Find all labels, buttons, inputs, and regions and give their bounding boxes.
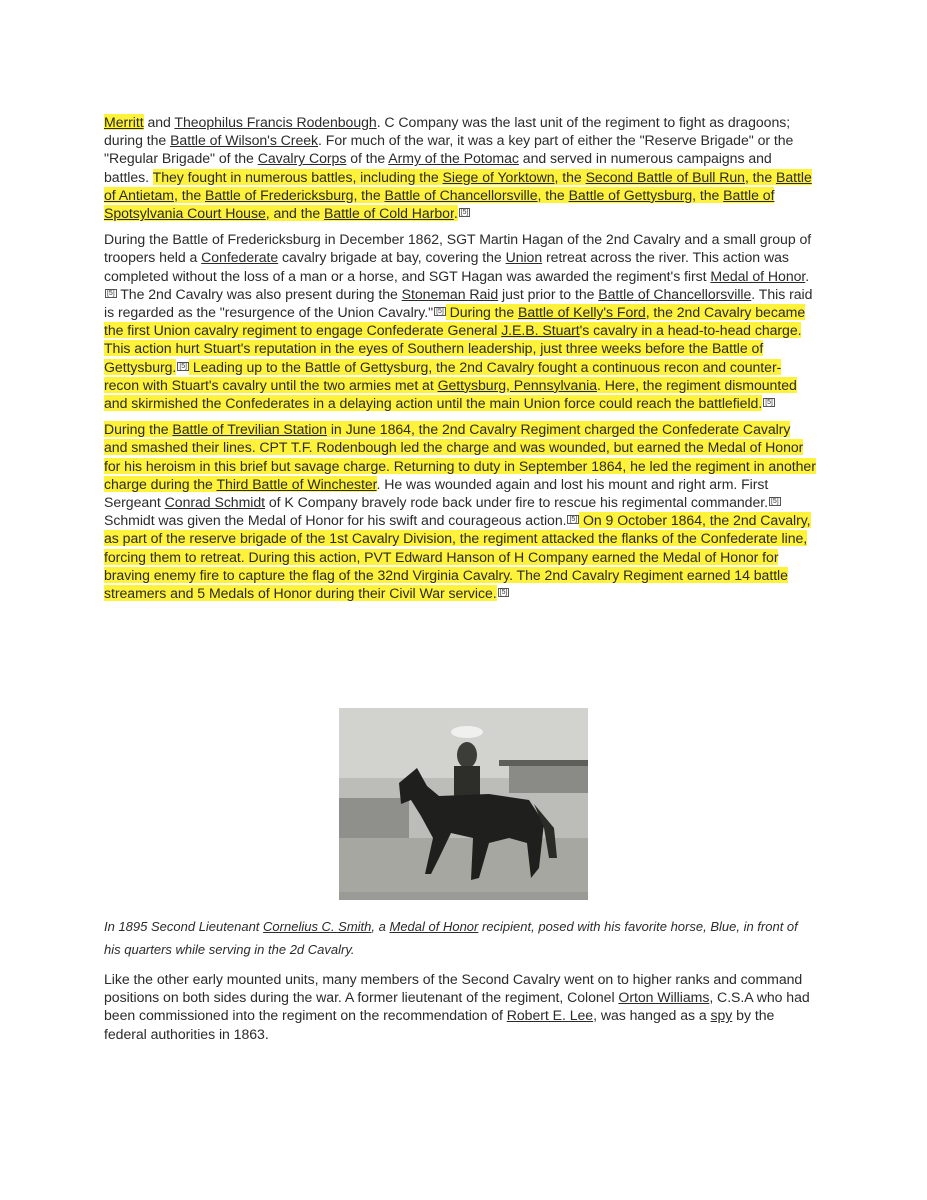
hyperlink[interactable]: Cavalry Corps bbox=[257, 150, 347, 167]
text-run: They fought in numerous battles, including the bbox=[152, 168, 443, 185]
hyperlink[interactable]: Merritt bbox=[104, 114, 144, 130]
hyperlink[interactable]: Siege of Yorktown bbox=[442, 168, 555, 185]
text-run: On 9 October 1864, the 2nd Cavalry, as part of the reserve brigade of the 1st Cavalry Division, the regiment attacked the flanks of the Confederate line, forcing them to retreat. During this action, PVT Edward Hanson of H Company earned the Medal of Honor for braving enemy fire to capture the flag of the 32nd Virginia Cavalry. The 2nd Cavalry Regiment earned 14 battle streamers and 5 Medals of Honor during their Civil War service. bbox=[104, 512, 811, 602]
hyperlink[interactable]: Battle of Antietam bbox=[104, 168, 812, 203]
text-run: . For much of the war, it was a key part of either the "Reserve Brigade" or the "Regular Brigade" of the bbox=[104, 132, 794, 167]
text-run: , a bbox=[371, 919, 390, 934]
text-run: of the bbox=[346, 150, 389, 167]
text-run: 's cavalry in a head-to-head charge. This action hurt Stuart's reputation in the eyes of Southern leadership, just three weeks before the Battle of Gettysburg. bbox=[104, 322, 802, 375]
text-run: , and the bbox=[265, 205, 325, 222]
text-run: In 1895 Second Lieutenant bbox=[104, 919, 264, 934]
text-run: , the bbox=[353, 186, 385, 203]
text-run: , the bbox=[537, 186, 569, 203]
paragraph-closing bbox=[104, 970, 816, 1043]
text-run: . bbox=[805, 267, 810, 284]
text-run: . bbox=[453, 205, 458, 222]
horse-rider-photo-icon bbox=[339, 708, 588, 900]
hyperlink[interactable]: Battle of Kelly's Ford bbox=[517, 304, 646, 321]
hyperlink[interactable]: Theophilus Francis Rodenbough bbox=[174, 114, 377, 130]
hyperlink[interactable]: Battle of Wilson's Creek bbox=[170, 132, 319, 149]
text-run: recipient, posed with his favorite horse, Blue, in front of his quarters while serving in the 2d Cavalry. bbox=[104, 919, 798, 957]
hyperlink[interactable]: Third Battle of Winchester bbox=[216, 475, 377, 492]
hyperlink[interactable]: Battle of Trevilian Station bbox=[172, 421, 327, 438]
text-run: and bbox=[143, 114, 175, 130]
text-run: Leading up to the Battle of Gettysburg, the 2nd Cavalry fought a continuous recon and counter-recon with Stuart's cavalry until the two armies met at bbox=[104, 358, 782, 393]
text-run: . He was wounded again and lost his mount and right arm. First Sergeant bbox=[104, 475, 769, 511]
text-run: , the bbox=[692, 186, 724, 203]
hyperlink[interactable]: Medal of Honor bbox=[710, 267, 806, 284]
hyperlink[interactable]: Cornelius C. Smith bbox=[263, 919, 372, 934]
text-run: retreat across the river. This action was completed without the loss of a man or a horse, and SGT Hagan was awarded the regiment's first bbox=[104, 249, 789, 284]
text-run: The 2nd Cavalry was also present during the bbox=[116, 285, 402, 302]
text-run: , the bbox=[744, 168, 776, 185]
footnote-ref: [5] bbox=[179, 362, 187, 370]
text-run: Like the other early mounted units, many members of the Second Cavalry went on to higher ranks and command positions on both sides during the war. A former lieutenant of the regiment, Colonel bbox=[104, 971, 803, 1006]
text-run: just prior to the bbox=[498, 285, 599, 302]
text-run: of K Company bravely rode back under fire to rescue his regimental commander. bbox=[265, 494, 768, 511]
hyperlink[interactable]: Army of the Potomac bbox=[388, 150, 519, 167]
text-run: , the 2nd Cavalry became the first Union cavalry regiment to engage Confederate General bbox=[104, 304, 806, 339]
footnote-ref: [5] bbox=[460, 209, 469, 217]
text-run: . C Company was the last unit of the regiment to fight as dragoons; during the bbox=[104, 114, 791, 149]
text-run: , C.S.A who had been commissioned into the regiment on the recommendation of bbox=[104, 989, 810, 1024]
hyperlink[interactable]: Orton Williams bbox=[618, 989, 710, 1006]
historical-photo bbox=[339, 708, 588, 900]
paragraph-1 bbox=[104, 113, 816, 222]
text-run: in June 1864, the 2nd Cavalry Regiment charged the Confederate Cavalry and smashed their lines. CPT T.F. Rodenbough led the charge and was wounded, but earned the Medal of Honor for his heroism in this brief but savage charge. Returning to duty in September 1864, he led the regiment in another charge during the bbox=[104, 421, 816, 492]
footnote-ref: [5] bbox=[770, 498, 779, 506]
text-run: . Here, the regiment dismounted and skirmished the Confederates in a delaying action until the main Union force could reach the battlefield. bbox=[104, 376, 797, 412]
footnote-ref: [5] bbox=[765, 399, 773, 407]
paragraph-3 bbox=[104, 420, 816, 602]
hyperlink[interactable]: Stoneman Raid bbox=[401, 285, 499, 302]
hyperlink[interactable]: Battle of Gettysburg bbox=[568, 186, 693, 203]
hyperlink[interactable]: Confederate bbox=[201, 249, 279, 266]
photo-image bbox=[339, 708, 588, 900]
footnote-ref: [5] bbox=[569, 516, 578, 524]
footnote-ref: [5] bbox=[107, 289, 115, 297]
text-run: cavalry brigade at bay, covering the bbox=[278, 249, 506, 266]
text-run: and served in numerous campaigns and battles. bbox=[104, 150, 772, 185]
paragraph-2 bbox=[104, 230, 816, 412]
hyperlink[interactable]: Battle of Chancellorsville bbox=[598, 285, 752, 302]
text-run: by the federal authorities in 1863. bbox=[104, 1007, 775, 1042]
hyperlink[interactable]: Medal of Honor bbox=[389, 919, 479, 934]
text-run: During the bbox=[104, 421, 173, 438]
footnote-ref: [5] bbox=[436, 308, 444, 316]
text-run: . This raid is regarded as the "resurgence of the Union Cavalry." bbox=[104, 285, 813, 321]
hyperlink[interactable]: Battle of Chancellorsville bbox=[384, 186, 538, 203]
footnote-ref: [5] bbox=[499, 589, 508, 597]
hyperlink[interactable]: Battle of Cold Harbor bbox=[324, 205, 454, 222]
text-run: , the bbox=[173, 186, 206, 203]
hyperlink[interactable]: Second Battle of Bull Run bbox=[585, 168, 745, 185]
text-run: During the bbox=[445, 304, 518, 321]
document-body bbox=[104, 113, 816, 610]
text-run: Schmidt was given the Medal of Honor for his swift and courageous action. bbox=[104, 512, 567, 529]
hyperlink[interactable]: Battle of Spotsylvania Court House bbox=[104, 186, 775, 222]
hyperlink[interactable]: Union bbox=[505, 249, 543, 266]
hyperlink[interactable]: J.E.B. Stuart bbox=[501, 322, 580, 339]
text-run: During the Battle of Fredericksburg in December 1862, SGT Martin Hagan of the 2nd Cavalry and a small group of troopers held a bbox=[104, 231, 812, 266]
hyperlink[interactable]: spy bbox=[710, 1007, 733, 1024]
photo-caption bbox=[104, 915, 816, 961]
text-run: , was hanged as a bbox=[593, 1007, 711, 1024]
hyperlink[interactable]: Conrad Schmidt bbox=[164, 494, 266, 511]
hyperlink[interactable]: Gettysburg, Pennsylvania bbox=[437, 376, 597, 393]
closing-section bbox=[104, 970, 816, 1051]
hyperlink[interactable]: Robert E. Lee bbox=[506, 1007, 594, 1024]
text-run: , the bbox=[554, 168, 586, 185]
hyperlink[interactable]: Battle of Fredericksburg bbox=[205, 186, 354, 203]
